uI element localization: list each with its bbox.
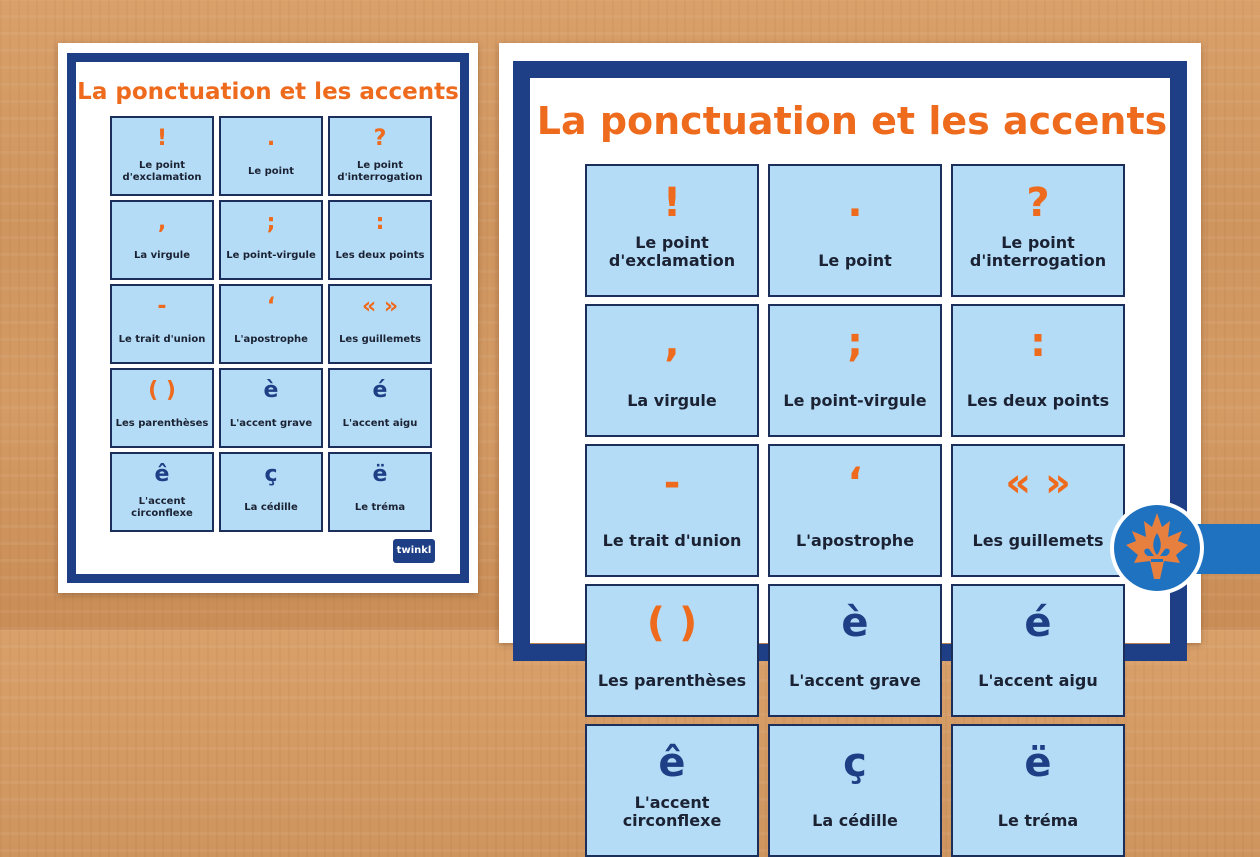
- tile-label: La cédille: [244, 502, 298, 513]
- punctuation-tile: [585, 724, 759, 857]
- punctuation-tile: [768, 164, 942, 297]
- tile-symbol: ê: [658, 740, 686, 786]
- punctuation-tile: [328, 116, 432, 196]
- tile-symbol: « »: [1005, 460, 1071, 506]
- tile-label: L'accent circonflexe: [622, 793, 722, 831]
- punctuation-tile: [328, 284, 432, 364]
- tile-label: Le point d'exclamation: [122, 160, 202, 183]
- twinkl-logo: twinkl: [393, 539, 435, 563]
- tile-label: La virgule: [627, 391, 717, 410]
- tile-label: Le point: [818, 251, 892, 270]
- tile-label: L'accent aigu: [978, 671, 1098, 690]
- punctuation-tile: [585, 444, 759, 577]
- tile-label: La virgule: [134, 250, 190, 261]
- tile-label: Le point d'exclamation: [608, 233, 736, 271]
- tile-symbol: ( ): [148, 378, 176, 403]
- tile-symbol: ;: [266, 210, 276, 235]
- tile-label: L'accent grave: [229, 418, 313, 429]
- tile-symbol: -: [663, 460, 681, 506]
- punctuation-tile: [328, 452, 432, 532]
- punctuation-tile: [768, 584, 942, 717]
- tile-symbol: !: [662, 180, 682, 226]
- tile-symbol: ‘: [847, 460, 863, 506]
- punctuation-tile: [768, 724, 942, 857]
- tile-symbol: :: [375, 210, 385, 235]
- poster-small: [58, 43, 478, 593]
- tile-label: Le point d'interrogation: [337, 160, 423, 183]
- tile-symbol: é: [1024, 600, 1052, 646]
- punctuation-tile: [768, 304, 942, 437]
- tile-symbol: ê: [154, 462, 170, 487]
- tile-label: Les parenthèses: [115, 418, 209, 429]
- tile-symbol: ,: [664, 320, 680, 366]
- tile-label: Le point: [248, 166, 294, 177]
- punctuation-tile: [951, 304, 1125, 437]
- punctuation-tile: [110, 284, 214, 364]
- punctuation-tile: [951, 584, 1125, 717]
- tile-symbol: ?: [373, 126, 387, 151]
- tile-symbol: ë: [372, 462, 388, 487]
- tile-symbol: « »: [361, 294, 399, 319]
- tile-symbol: ;: [847, 320, 863, 366]
- punctuation-tile: [585, 584, 759, 717]
- tile-symbol: ?: [1026, 180, 1050, 226]
- tile-symbol: é: [372, 378, 388, 403]
- tile-symbol: ë: [1024, 740, 1052, 786]
- punctuation-tile: [110, 200, 214, 280]
- punctuation-tile: [219, 116, 323, 196]
- tile-label: Le tréma: [354, 502, 406, 513]
- poster-small-title: La ponctuation et les accents: [77, 79, 459, 105]
- tile-label: Le trait d'union: [118, 334, 206, 345]
- punctuation-tile: [585, 164, 759, 297]
- tile-label: La cédille: [812, 811, 898, 830]
- tile-label: Les guillemets: [339, 334, 421, 345]
- poster-large: [499, 43, 1201, 831]
- tile-label: L'accent grave: [789, 671, 921, 690]
- tile-label: Le point-virgule: [226, 250, 316, 261]
- tile-label: Le trait d'union: [602, 531, 742, 550]
- tile-label: Le point d'interrogation: [969, 233, 1107, 271]
- tile-label: Les deux points: [335, 250, 425, 261]
- punctuation-tile: [951, 164, 1125, 297]
- tile-label: L'accent aigu: [342, 418, 418, 429]
- tile-label: Le tréma: [997, 811, 1079, 830]
- tile-label: Les guillemets: [972, 531, 1104, 550]
- tile-symbol: .: [266, 126, 276, 151]
- tile-symbol: ç: [264, 462, 278, 487]
- punctuation-tile: [951, 724, 1125, 857]
- tile-symbol: .: [847, 180, 863, 226]
- punctuation-tile: [328, 200, 432, 280]
- punctuation-tile: [219, 200, 323, 280]
- punctuation-tile: [768, 444, 942, 577]
- punctuation-tile: [110, 368, 214, 448]
- tile-symbol: ( ): [646, 600, 698, 646]
- punctuation-tile: [110, 452, 214, 532]
- tile-symbol: ‘: [266, 294, 276, 319]
- punctuation-tile: [110, 116, 214, 196]
- maple-leaf-fleur-de-lis-icon: [1108, 499, 1206, 597]
- punctuation-tile: [328, 368, 432, 448]
- tile-symbol: ,: [157, 210, 167, 235]
- tile-label: L'accent circonflexe: [131, 496, 193, 519]
- tile-symbol: -: [157, 294, 167, 319]
- tile-label: L'apostrophe: [795, 531, 915, 550]
- punctuation-tile: [219, 284, 323, 364]
- tile-symbol: è: [841, 600, 869, 646]
- tile-label: Les parenthèses: [597, 671, 747, 690]
- tile-symbol: ç: [843, 740, 867, 786]
- tile-symbol: è: [263, 378, 279, 403]
- poster-large-title: La ponctuation et les accents: [536, 99, 1168, 143]
- punctuation-tile: [951, 444, 1125, 577]
- punctuation-tile: [219, 368, 323, 448]
- punctuation-tile: [585, 304, 759, 437]
- tile-symbol: :: [1030, 320, 1046, 366]
- tile-symbol: !: [156, 126, 168, 151]
- tile-label: Le point-virgule: [783, 391, 927, 410]
- tile-label: Les deux points: [966, 391, 1110, 410]
- punctuation-tile: [219, 452, 323, 532]
- tile-label: L'apostrophe: [234, 334, 308, 345]
